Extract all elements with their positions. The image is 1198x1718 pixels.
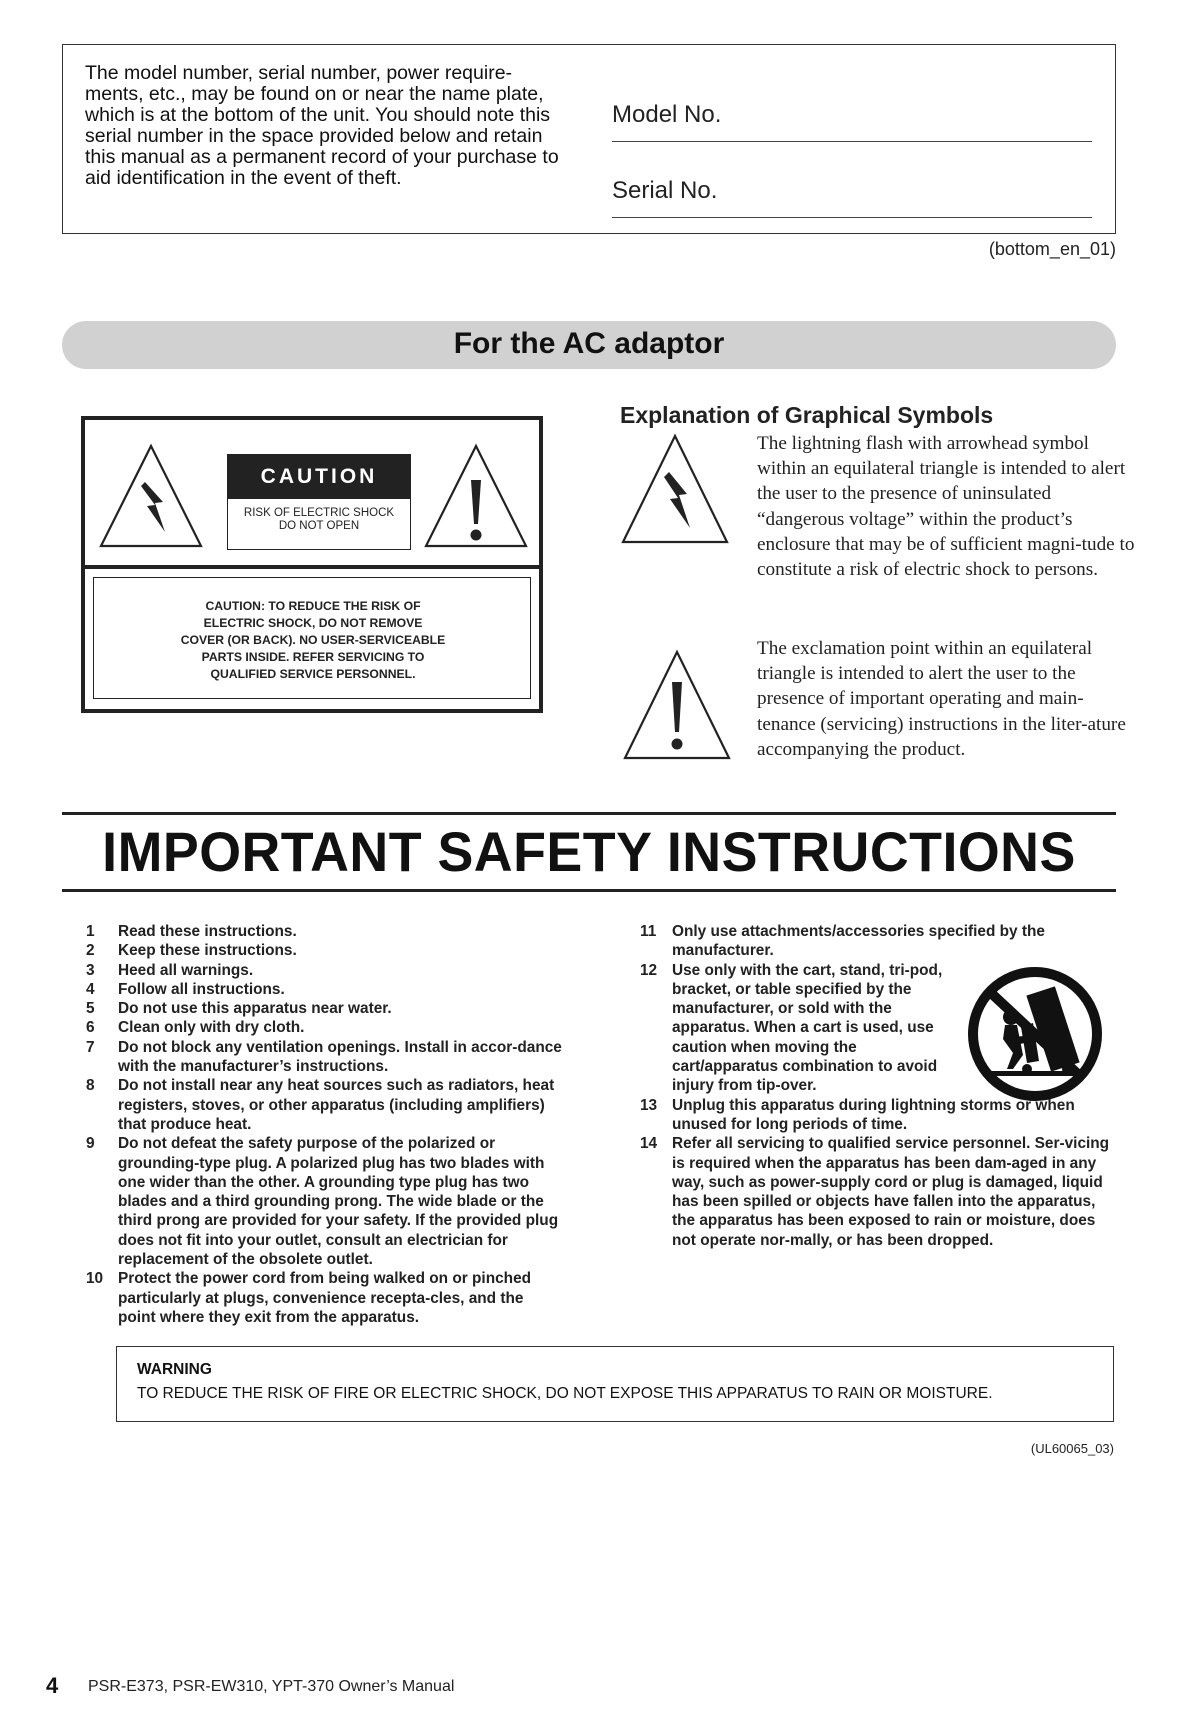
- instruction-number: 4: [86, 980, 95, 998]
- instruction-item: [640, 922, 1112, 961]
- info-box: [62, 44, 1116, 234]
- instruction-item: [86, 1269, 564, 1327]
- exclamation-symbol-description: The exclamation point within an equilateral triangle is intended to alert the user to the presence of important operating and main-tenance (servicing) instructions in the liter-ature accompanying the product.: [757, 638, 1126, 760]
- model-number-line: [612, 141, 1092, 142]
- exclamation-triangle-icon: [621, 648, 733, 763]
- caution-body-line: COVER (OR BACK). NO USER-SERVICEABLE: [180, 633, 446, 647]
- caution-subtext-line: DO NOT OPEN: [278, 520, 360, 532]
- instruction-item: [640, 1134, 1112, 1250]
- warning-text: TO REDUCE THE RISK OF FIRE OR ELECTRIC SHOCK, DO NOT EXPOSE THIS APPARATUS TO RAIN OR MOISTURE.: [137, 1385, 993, 1402]
- instruction-number: 10: [86, 1270, 104, 1288]
- instruction-item: [86, 999, 564, 1018]
- instruction-item: [86, 980, 564, 999]
- instruction-number: 6: [86, 1019, 95, 1037]
- serial-number-label: Serial No.: [612, 177, 718, 204]
- instruction-number: 5: [86, 1000, 95, 1018]
- caution-body-line: PARTS INSIDE. REFER SERVICING TO: [201, 650, 425, 664]
- instruction-text: Protect the power cord from being walked on or pinched particularly at plugs, convenience recepta-cles, and the point where they exit from the apparatus.: [118, 1270, 532, 1326]
- caution-body-text: [104, 598, 522, 683]
- warning-box: [116, 1346, 1114, 1422]
- caution-body-line: QUALIFIED SERVICE PERSONNEL.: [210, 667, 416, 681]
- caution-subtext-line: RISK OF ELECTRIC SHOCK: [243, 507, 395, 519]
- instructions-left: [86, 922, 564, 1327]
- instruction-text: Only use attachments/accessories specified by the manufacturer.: [672, 923, 1045, 960]
- instruction-number: 8: [86, 1077, 95, 1095]
- caution-body-line: ELECTRIC SHOCK, DO NOT REMOVE: [203, 616, 423, 630]
- lightning-triangle-icon: [619, 432, 731, 547]
- instruction-number: 13: [640, 1096, 658, 1114]
- instruction-text: Keep these instructions.: [118, 942, 297, 960]
- instruction-text: Do not block any ventilation openings. Install in accor-dance with the manufacturer’s instructions.: [118, 1038, 562, 1076]
- page-heading: IMPORTANT SAFETY INSTRUCTIONS: [102, 820, 1076, 883]
- caution-word-box: [227, 454, 411, 550]
- instruction-number: 3: [86, 961, 95, 979]
- heading-rule-bottom: [62, 889, 1116, 892]
- instruction-item: [86, 961, 564, 980]
- instruction-number: 12: [640, 961, 658, 979]
- section-band: [62, 321, 1116, 369]
- section-title: For the AC adaptor: [453, 327, 725, 360]
- instruction-item: [86, 1076, 564, 1134]
- serial-number-line: [612, 217, 1092, 218]
- instruction-text: Refer all servicing to qualified service personnel. Ser-vicing is required when the apparatus has been dam-aged in any way, such as power-supply cord or plug is damaged, liquid has been spilled or objects have fallen into the apparatus, the apparatus has been exposed to rain or moisture, does not operate nor-mally, or has been dropped.: [672, 1135, 1110, 1249]
- cart-tip-over-warning-icon: [963, 965, 1108, 1103]
- lightning-triangle-icon: [101, 446, 201, 546]
- symbols-title: Explanation of Graphical Symbols: [620, 402, 994, 428]
- info-box-code: (bottom_en_01): [988, 239, 1116, 259]
- warning-title: WARNING: [137, 1361, 212, 1378]
- warning-code: (UL60065_03): [1030, 1441, 1114, 1456]
- instruction-item: [86, 1038, 564, 1077]
- exclamation-triangle-icon: [426, 446, 526, 546]
- instruction-text: Unplug this apparatus during lightning storms or when unused for long periods of time.: [672, 1096, 1075, 1133]
- footer-manual-title: PSR-E373, PSR-EW310, YPT-370 Owner’s Manual: [88, 1678, 455, 1695]
- caution-word: CAUTION: [228, 455, 410, 499]
- instruction-item: [86, 922, 564, 941]
- instruction-text: Do not use this apparatus near water.: [118, 1000, 392, 1018]
- instruction-number: 1: [86, 923, 95, 940]
- instruction-number: 14: [640, 1135, 658, 1153]
- instruction-text: Follow all instructions.: [118, 980, 285, 998]
- caution-body-line: CAUTION: TO REDUCE THE RISK OF: [205, 599, 421, 613]
- instruction-item: [86, 941, 564, 960]
- instruction-text: Clean only with dry cloth.: [118, 1019, 305, 1037]
- instruction-number: 9: [86, 1135, 95, 1153]
- instruction-number: 7: [86, 1038, 95, 1056]
- caution-subtext: [228, 507, 410, 533]
- info-box-text: The model number, serial number, power require-ments, etc., may be found on or near the name plate, which is at the bottom of the unit. You should note this serial number in the space provided below and retain this manual as a permanent record of your purchase to aid identification in the event of theft.: [85, 62, 559, 189]
- instruction-text: Use only with the cart, stand, tri-pod, bracket, or table specified by the manufacturer, or sold with the apparatus. When a cart is used, use caution when moving the cart/apparatus combination to avoid injury from tip-over.: [672, 961, 943, 1095]
- instruction-number: 11: [640, 923, 657, 940]
- instruction-text: Heed all warnings.: [118, 961, 254, 979]
- instruction-text: Read these instructions.: [118, 923, 297, 940]
- instruction-item: [86, 1134, 564, 1269]
- model-number-label: Model No.: [612, 101, 722, 128]
- caution-divider: [85, 565, 539, 569]
- lightning-symbol-description: The lightning flash with arrowhead symbol within an equilateral triangle is intended to alert the user to the presence of uninsulated “dangerous voltage” within the product’s enclosure that may be of sufficient magni-tude to constitute a risk of electric shock to persons.: [757, 433, 1135, 581]
- page-number: 4: [46, 1673, 59, 1698]
- instruction-text: Do not install near any heat sources such as radiators, heat registers, stoves, or other apparatus (including amplifiers) that produce heat.: [118, 1077, 555, 1133]
- caution-body-box: [93, 577, 531, 699]
- instruction-text: Do not defeat the safety purpose of the polarized or grounding-type plug. A polarized plug has two blades with one wider than the other. A grounding type plug has two blades and a third grounding prong. The wide blade or the third prong are provided for your safety. If the provided plug does not fit into your outlet, consult an electrician for replacement of the obsolete outlet.: [118, 1135, 559, 1269]
- instruction-item: [86, 1018, 564, 1037]
- instruction-number: 2: [86, 942, 95, 960]
- caution-label: [81, 416, 543, 713]
